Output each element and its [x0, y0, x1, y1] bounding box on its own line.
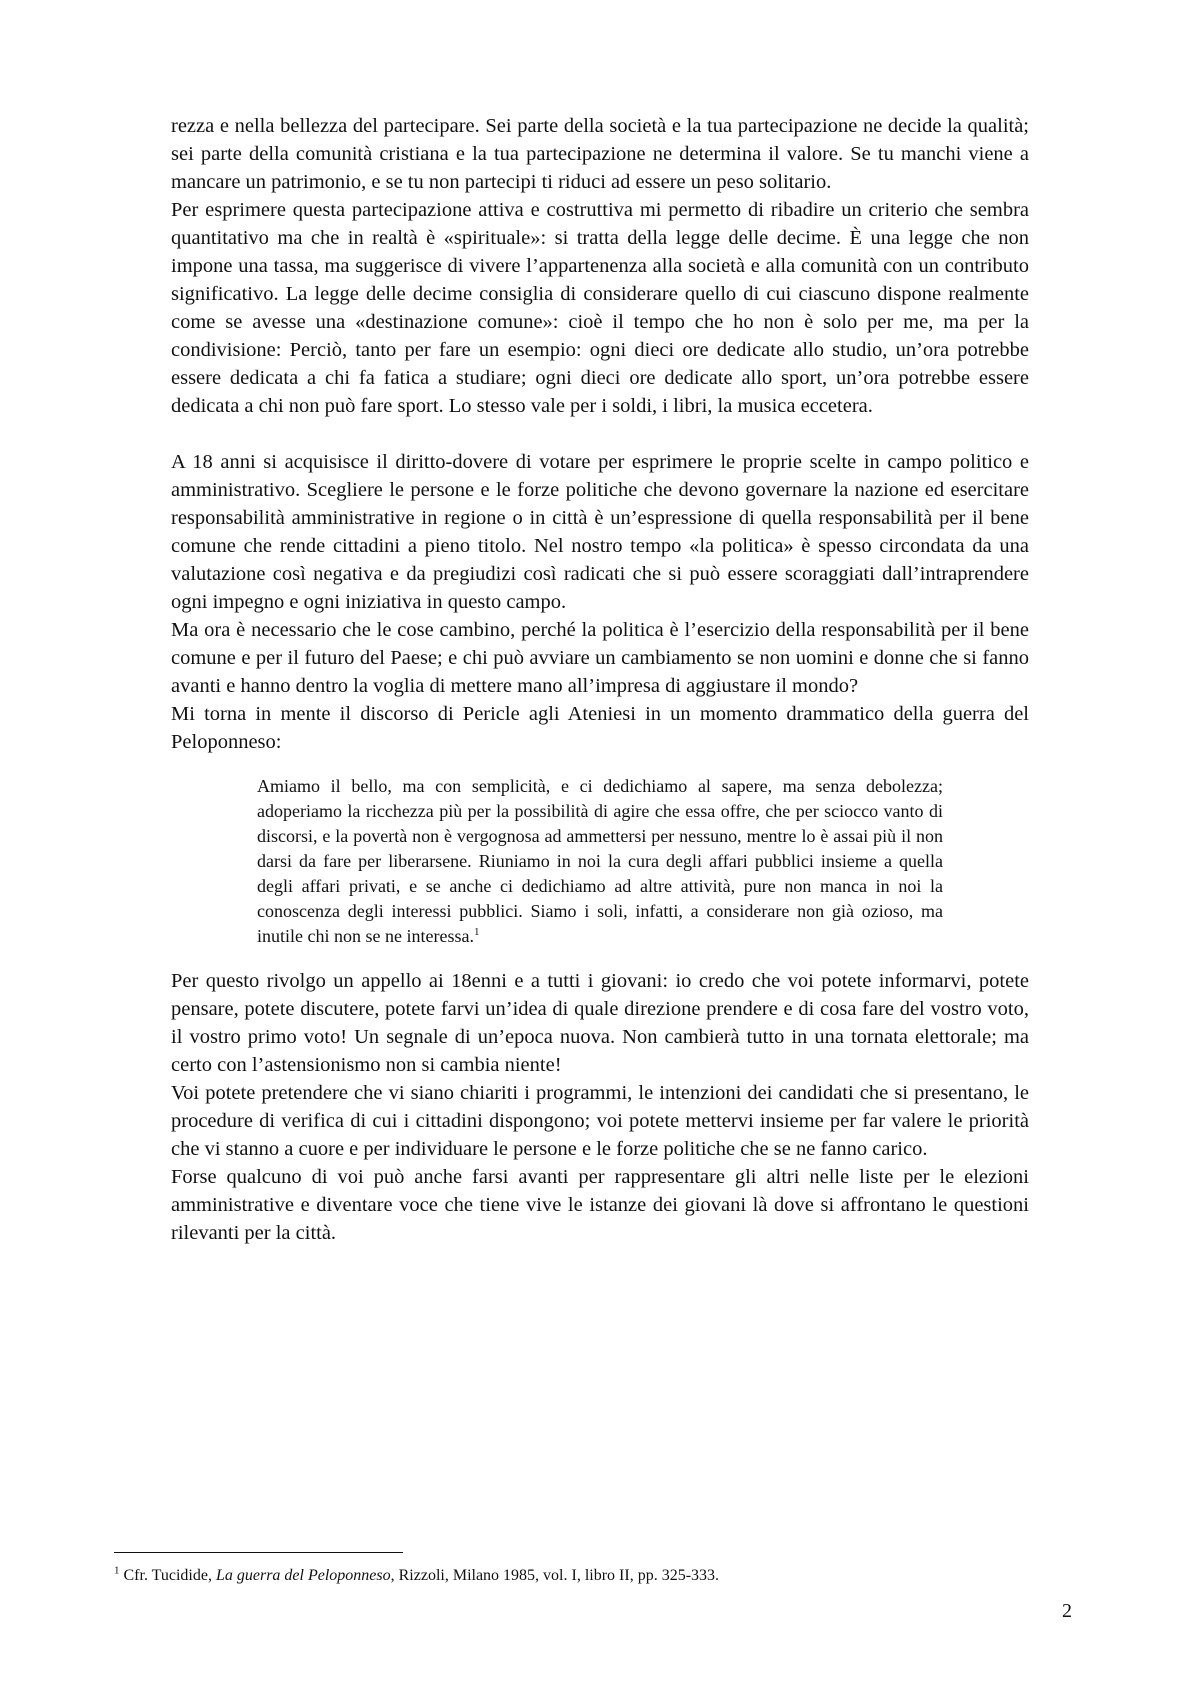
footnote-separator	[114, 1552, 403, 1553]
footnote-book-title: La guerra del Peloponneso	[215, 1567, 391, 1584]
paragraph-7: Voi potete pretendere che vi siano chiariti i programmi, le intenzioni dei candidati che si presentano, le procedure di verifica di cui i cittadini dispongono; voi potete mettervi insieme per far valere le priorità che vi stanno a cuore e per individuare le persone e le forze politiche che se ne fanno carico.	[171, 1082, 1029, 1160]
footnote	[114, 1566, 1014, 1586]
paragraph-8: Forse qualcuno di voi può anche farsi avanti per rappresentare gli altri nelle liste per le elezioni amministrative e diventare voce che tiene vive le istanze dei giovani là dove si affrontano le questioni rilevanti per la città.	[171, 1166, 1029, 1244]
footnote-prefix: Cfr. Tucidide,	[119, 1567, 216, 1584]
block-quote	[257, 774, 943, 949]
paragraph-gap	[171, 420, 1029, 448]
quote-text: Amiamo il bello, ma con semplicità, e ci dedichiamo al sapere, ma senza debolezza; adoperiamo la ricchezza più per la possibilità di agire che essa offre, che per sciocco vanto di discorsi, e la povertà non è vergognosa ad ammettersi per nessuno, mentre lo è assai più il non darsi da fare per liberarsene. Riuniamo in noi la cura degli affari pubblici insieme a quella degli affari privati, e se anche ci dedichiamo ad altre attività, pure non manca in noi la conoscenza degli interessi pubblici. Siamo i soli, infatti, a considerare non già ozioso, ma inutile chi non se ne interessa.	[257, 776, 943, 946]
paragraph-6: Per questo rivolgo un appello ai 18enni e a tutti i giovani: io credo che voi potete informarvi, potete pensare, potete discutere, potete farvi un’idea di quale direzione prendere e di cosa fare del vostro voto, il vostro primo voto! Un segnale di un’epoca nuova. Non cambierà tutto in una tornata elettorale; ma certo con l’astensionismo non si cambia niente!	[171, 970, 1029, 1076]
paragraph-1: rezza e nella bellezza del partecipare. Sei parte della società e la tua partecipazione ne decide la qualità; sei parte della comunità cristiana e la tua partecipazione ne determina il valore. Se tu manchi viene a mancare un patrimonio, e se tu non partecipi ti riduci ad essere un peso solitario.	[171, 115, 1029, 193]
footnote-marker: 1	[114, 1564, 120, 1577]
paragraph-2: Per esprimere questa partecipazione attiva e costruttiva mi permetto di ribadire un criterio che sembra quantitativo ma che in realtà è «spirituale»: si tratta della legge delle decime. È una legge che non impone una tassa, ma suggerisce di vivere l’appartenenza alla società e alla comunità con un contributo significativo. La legge delle decime consiglia di considerare quello di cui ciascuno dispone realmente come se avesse una «destinazione comune»: cioè il tempo che ho non è solo per me, ma per la condivisione: Perciò, tanto per fare un esempio: ogni dieci ore dedicate allo studio, un’ora potrebbe essere dedicata a chi fa fatica a studiare; ogni dieci ore dedicate allo sport, un’ora potrebbe essere dedicata a chi non può fare sport. Lo stesso vale per i soldi, i libri, la musica eccetera.	[171, 199, 1029, 417]
paragraph-3: A 18 anni si acquisisce il diritto-dovere di votare per esprimere le proprie scelte in campo politico e amministrativo. Scegliere le persone e le forze politiche che devono governare la nazione ed esercitare responsabilità amministrative in regione o in città è un’espressione di quella responsabilità per il bene comune che rende cittadini a pieno titolo. Nel nostro tempo «la politica» è spesso circondata da una valutazione così negativa e da pregiudizi così radicati che si può essere scoraggiati dall’intraprendere ogni impegno e ogni iniziativa in questo campo.	[171, 451, 1029, 613]
page-number: 2	[1062, 1600, 1072, 1622]
main-text	[171, 112, 1029, 1247]
paragraph-5: Mi torna in mente il discorso di Pericle agli Ateniesi in un momento drammatico della guerra del Peloponneso:	[171, 703, 1029, 753]
paragraph-4: Ma ora è necessario che le cose cambino, perché la politica è l’esercizio della responsabilità per il bene comune e per il futuro del Paese; e chi può avviare un cambiamento se non uomini e donne che si fanno avanti e hanno dentro la voglia di mettere mano all’impresa di aggiustare il mondo?	[171, 619, 1029, 697]
footnote-suffix: , Rizzoli, Milano 1985, vol. I, libro II, pp. 325-333.	[390, 1567, 720, 1584]
footnote-reference: 1	[473, 926, 480, 938]
